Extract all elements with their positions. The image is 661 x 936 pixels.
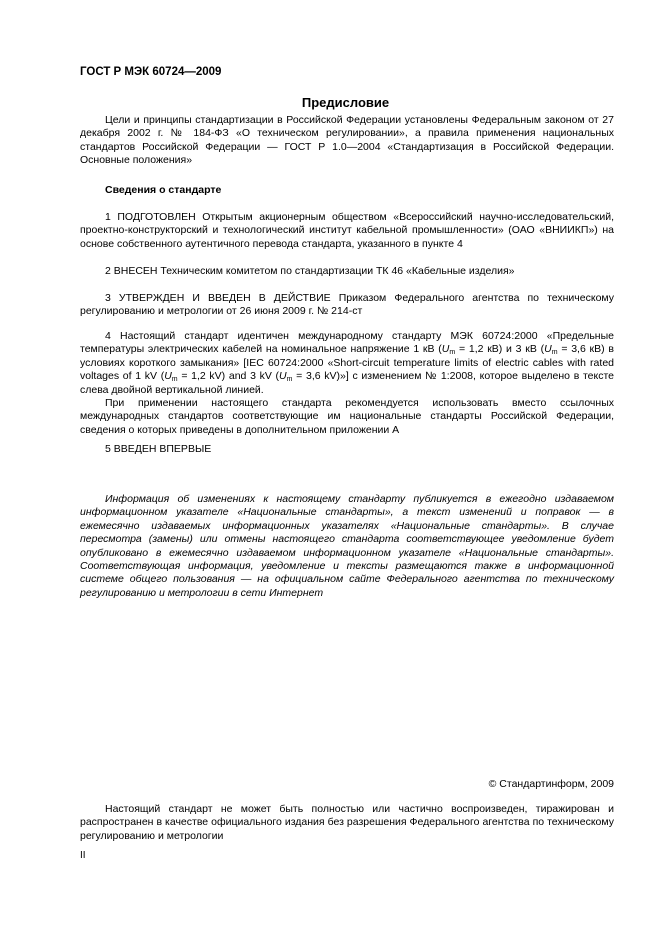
item-5: 5 ВВЕДЕН ВПЕРВЫЕ: [105, 443, 212, 455]
item-4: 4 Настоящий стандарт идентичен международному стандарту МЭК 60724:2000 «Предельные температуры электрических кабелей на номинальное напряжение 1 кВ ($U_m = 1,2$ кВ) и 3 кВ ($U_m = 3,6$ кВ) в условиях короткого замыкания» [IEC 60724:2000 «Short-circuit temperature limits of electric cables with rated voltages of 1 kV ($U_m = 1,2$ kV) and 3 kV ($U_m = 3,6$ kV)»] с изменением № 1:2008, которое выделено в тексте слева двойной вертикальной линией.: [80, 330, 614, 396]
page-number: II: [80, 850, 86, 861]
page-title: Предисловие: [301, 95, 390, 110]
item-2: 2 ВНЕСЕН Техническим комитетом по стандартизации ТК 46 «Кабельные изделия»: [105, 265, 515, 277]
copyright: © Стандартинформ, 2009: [488, 778, 614, 790]
notice-paragraph: Информация об изменениях к настоящему стандарту публикуется в ежегодно издаваемом информационном указателе «Национальные стандарты», а текст изменений и поправок — в ежемесячно издаваемых информационных указателях «Национальные стандарты». В случае пересмотра (замены) или отмены настоящего стандарта соответствующее уведомление будет опубликовано в ежемесячно издаваемом информационном указателе «Национальные стандарты». Соответствующая информация, уведомление и тексты размещаются также в информационной системе общего пользования — на официальном сайте Федерального агентства по техническому регулированию и метрологии в сети Интернет: [80, 493, 614, 599]
rights-paragraph: Настоящий стандарт не может быть полностью или частично воспроизведен, тиражирован и распространен в качестве официального издания без разрешения Федерального агентства по техническому регулированию и метрологии: [80, 803, 614, 842]
standard-header: ГОСТ Р МЭК 60724—2009: [80, 66, 222, 78]
info-heading: Сведения о стандарте: [105, 184, 222, 196]
intro-paragraph: Цели и принципы стандартизации в Российской Федерации установлены Федеральным законом от 27 декабря 2002 г. № 184-ФЗ «О техническом регулировании», а правила применения национальных стандартов Российской Федерации — ГОСТ Р 1.0—2004 «Стандартизация в Российской Федерации. Основные положения»: [80, 114, 614, 167]
item-1: 1 ПОДГОТОВЛЕН Открытым акционерным обществом «Всероссийский научно-исследовательский, проектно-конструкторский и технологический институт кабельной промышленности» (ОАО «ВНИИКП») на основе собственного аутентичного перевода стандарта, указанного в пункте 4: [80, 211, 614, 250]
item-4-reference-note: При применении настоящего стандарта рекомендуется использовать вместо ссылочных международных стандартов соответствующие им национальные стандарты Российской Федерации, сведения о которых приведены в дополнительном приложении А: [80, 397, 614, 436]
item-3: 3 УТВЕРЖДЕН И ВВЕДЕН В ДЕЙСТВИЕ Приказом Федерального агентства по техническому регулированию и метрологии от 26 июня 2009 г. № 214-ст: [80, 292, 614, 318]
